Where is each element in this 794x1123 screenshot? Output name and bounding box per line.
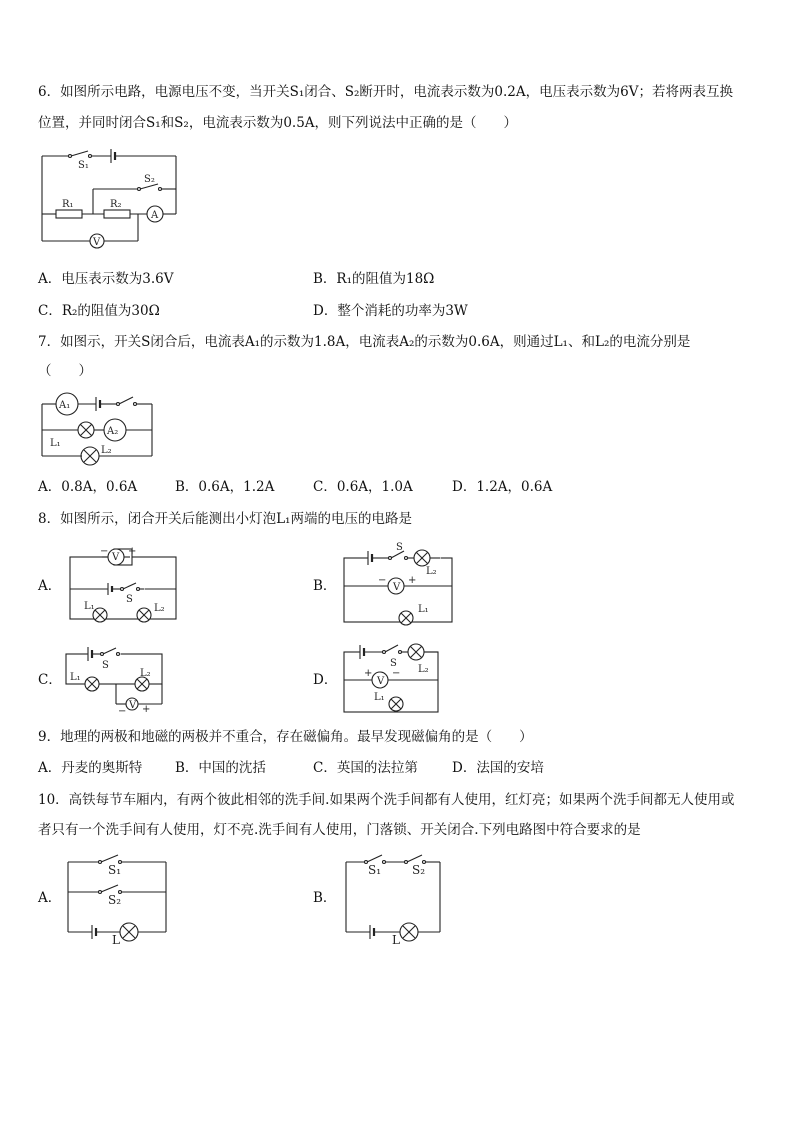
- q8c-label-plus: +: [142, 704, 151, 715]
- q7-label-a2: A₂: [107, 426, 119, 437]
- q8-circuit-a: [64, 545, 184, 627]
- q8b-label-s: S: [396, 542, 403, 553]
- q8a-label-l2: L₂: [154, 603, 165, 614]
- q10b-label-s2: S₂: [412, 863, 426, 877]
- q8c-label-s: S: [102, 660, 109, 671]
- q8-option-a[interactable]: A．: [38, 578, 62, 594]
- q8c-label-minus: −: [118, 706, 127, 717]
- q8a-label-v: V: [112, 552, 120, 563]
- q10a-label-l: L: [112, 933, 120, 947]
- q10b-label-l: L: [392, 933, 400, 947]
- q10-circuit-b: [340, 852, 448, 948]
- q7-stem-line1: 7．如图示，开关S闭合后，电流表A₁的示数为1.8A，电流表A₂的示数为0.6A，则通过L₁、和L₂的电流分别是: [38, 334, 691, 350]
- q8b-label-minus: −: [378, 575, 387, 586]
- q7-stem-line2: （ ）: [38, 363, 92, 379]
- q6-stem-line1: 6．如图所示电路，电源电压不变，当开关S₁闭合、S₂断开时，电流表示数为0.2A，电压表示数为6V；若将两表互换: [38, 84, 733, 100]
- q8-circuit-d: [338, 640, 446, 720]
- q8b-label-v: V: [393, 582, 401, 593]
- q8b-label-l1: L₁: [418, 604, 429, 615]
- q7-option-b[interactable]: B．0.6A，1.2A: [175, 479, 275, 495]
- q6-label-r2: R₂: [110, 199, 122, 210]
- q8c-label-v: V: [129, 700, 137, 711]
- q7-label-l1: L₁: [50, 438, 61, 449]
- q9-option-a[interactable]: A．丹麦的奥斯特: [38, 760, 143, 776]
- q8-circuit-c: [62, 642, 172, 718]
- q6-option-d[interactable]: D．整个消耗的功率为3W: [313, 303, 468, 319]
- q8b-label-l2: L₂: [426, 566, 437, 577]
- q8d-label-plus: +: [364, 668, 373, 679]
- q8a-label-minus: −: [100, 546, 109, 557]
- q9-option-d[interactable]: D．法国的安培: [452, 760, 544, 776]
- q8d-label-s: S: [390, 658, 397, 669]
- q10-circuit-a: [62, 852, 174, 948]
- q6-stem-line2: 位置，并同时闭合S₁和S₂，电流表示数为0.5A，则下列说法中正确的是（ ）: [38, 115, 518, 131]
- q8d-label-l2: L₂: [418, 664, 429, 675]
- q8c-label-l2: L₂: [140, 668, 151, 679]
- q6-option-a[interactable]: A．电压表示数为3.6V: [38, 271, 174, 287]
- q8d-label-v: V: [377, 676, 385, 687]
- q10-stem-line2: 者只有一个洗手间有人使用，灯不亮.洗手间有人使用，门落锁、开关闭合.下列电路图中符合要求的是: [38, 822, 641, 838]
- q7-circuit-figure: [38, 390, 156, 466]
- q7-label-a1: A₁: [59, 400, 71, 411]
- q10b-label-s1: S₁: [368, 863, 382, 877]
- q10a-label-s1: S₁: [108, 863, 122, 877]
- q9-option-c[interactable]: C．英国的法拉第: [313, 760, 418, 776]
- q8-stem-line1: 8．如图所示，闭合开关后能测出小灯泡L₁两端的电压的电路是: [38, 511, 412, 527]
- q10-stem-line1: 10．高铁每节车厢内，有两个彼此相邻的洗手间.如果两个洗手间都有人使用，红灯亮；如果两个洗手间都无人使用或: [38, 792, 735, 808]
- q8a-label-plus: +: [128, 546, 137, 557]
- q8-circuit-b: [338, 540, 458, 630]
- q8d-label-l1: L₁: [374, 692, 385, 703]
- q10-option-b[interactable]: B．: [313, 890, 337, 906]
- q8a-label-s: S: [126, 594, 133, 605]
- q7-option-c[interactable]: C．0.6A，1.0A: [313, 479, 413, 495]
- q8c-label-l1: L₁: [70, 672, 81, 683]
- q7-option-a[interactable]: A．0.8A，0.6A: [38, 479, 138, 495]
- q6-label-s2: S₂: [144, 174, 155, 185]
- q8-option-c[interactable]: C．: [38, 672, 62, 688]
- q8a-label-l1: L₁: [84, 601, 95, 612]
- q10-option-a[interactable]: A．: [38, 890, 62, 906]
- q6-circuit-figure: [38, 148, 183, 254]
- q9-stem-line1: 9．地理的两极和地磁的两极并不重合，存在磁偏角。最早发现磁偏角的是（ ）: [38, 729, 533, 745]
- q8-option-b[interactable]: B．: [313, 578, 337, 594]
- q7-label-l2: L₂: [101, 445, 112, 456]
- q6-label-s1: S₁: [78, 160, 89, 171]
- q9-option-b[interactable]: B．中国的沈括: [175, 760, 266, 776]
- q8d-label-minus: −: [392, 668, 401, 679]
- q7-option-d[interactable]: D．1.2A，0.6A: [452, 479, 553, 495]
- q6-option-c[interactable]: C．R₂的阻值为30Ω: [38, 303, 160, 319]
- q10a-label-s2: S₂: [108, 893, 122, 907]
- q8-option-d[interactable]: D．: [313, 672, 338, 688]
- q6-label-v: V: [93, 237, 101, 248]
- q6-label-a: A: [151, 210, 159, 221]
- q6-label-r1: R₁: [62, 199, 74, 210]
- q6-option-b[interactable]: B．R₁的阻值为18Ω: [313, 271, 435, 287]
- q8b-label-plus: +: [408, 575, 417, 586]
